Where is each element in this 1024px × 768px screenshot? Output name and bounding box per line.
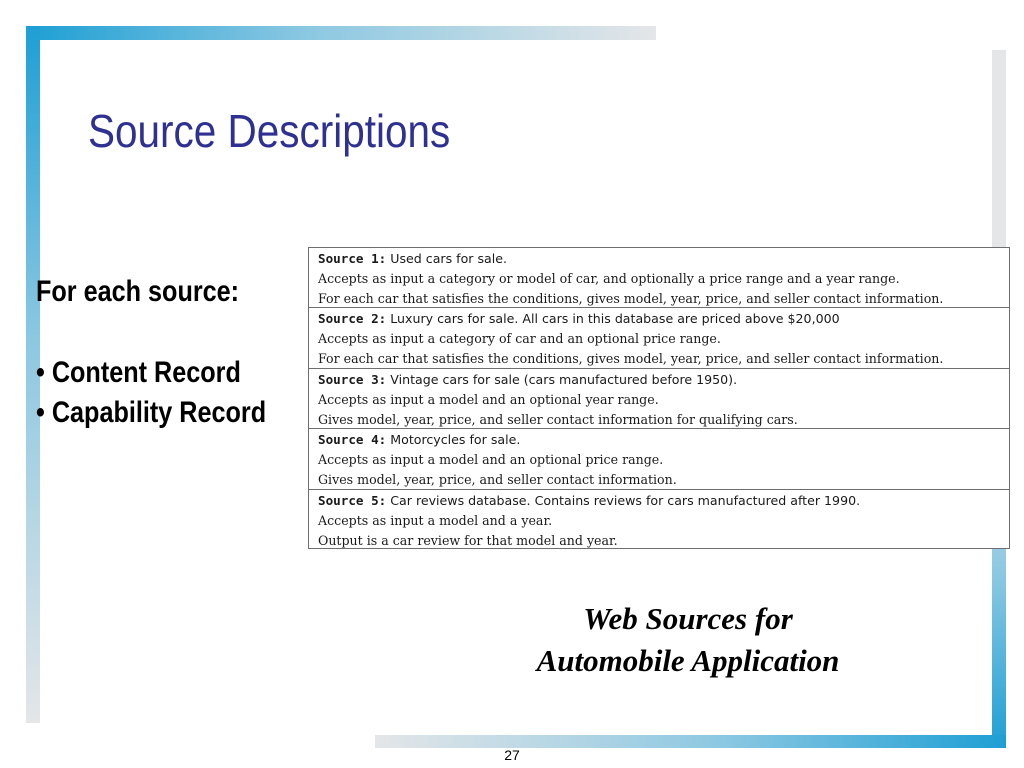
source-output: Gives model, year, price, and seller contact information for qualifying cars. [318, 411, 798, 427]
frame-top-bar [26, 26, 656, 40]
source-row [309, 490, 1009, 550]
source-input: Accepts as input a model and a year. [318, 512, 553, 528]
source-row [309, 429, 1009, 489]
slide-title: Source Descriptions [88, 105, 451, 157]
source-desc: Car reviews database. Contains reviews for cars manufactured after 1990. [390, 492, 861, 508]
source-header [318, 309, 1001, 329]
source-label: Source 2: [318, 311, 387, 327]
source-output: Output is a car review for that model and year. [318, 532, 618, 548]
source-output: For each car that satisfies the conditions, gives model, year, price, and seller contact information. [318, 291, 944, 306]
caption-line: Automobile Application [536, 643, 840, 678]
source-desc: Vintage cars for sale (cars manufactured before 1950). [390, 371, 738, 387]
bullet-capability-record [36, 393, 266, 433]
source-input: Accepts as input a model and an optional price range. [318, 452, 664, 468]
source-desc: Luxury cars for sale. All cars in this database are priced above $20,000 [390, 311, 840, 327]
frame-bottom-bar [375, 735, 1006, 748]
source-input: Accepts as input a category or model of car, and optionally a price range and a year range. [318, 271, 900, 286]
source-header [318, 249, 1001, 269]
source-descriptions-table [308, 247, 1010, 549]
source-desc: Motorcycles for sale. [390, 432, 521, 448]
source-label: Source 4: [318, 432, 387, 448]
source-desc: Used cars for sale. [390, 251, 508, 266]
source-output: For each car that satisfies the conditions, gives model, year, price, and seller contact information. [318, 351, 944, 367]
source-header [318, 430, 1001, 450]
source-row [309, 308, 1009, 368]
bullet-marker: • [36, 356, 45, 389]
bullet-label: Capability Record [51, 396, 267, 429]
bullet-marker: • [36, 396, 45, 429]
source-row [309, 369, 1009, 429]
source-label: Source 3: [318, 371, 387, 387]
source-header [318, 370, 1001, 390]
bullet-label: Content Record [51, 356, 241, 389]
source-label: Source 1: [318, 251, 387, 266]
caption-line: Web Sources for [583, 601, 793, 636]
bullet-content-record [36, 353, 266, 393]
source-input: Accepts as input a model and an optional year range. [318, 391, 659, 407]
source-label: Source 5: [318, 492, 387, 508]
source-input: Accepts as input a category of car and an optional price range. [318, 331, 721, 347]
source-output: Gives model, year, price, and seller contact information. [318, 472, 677, 488]
source-header [318, 491, 1001, 511]
source-row [309, 248, 1009, 308]
list-heading: For each source: [36, 275, 240, 308]
figure-caption [518, 598, 858, 682]
page-number: 27 [504, 747, 520, 763]
source-record-list [36, 272, 266, 433]
